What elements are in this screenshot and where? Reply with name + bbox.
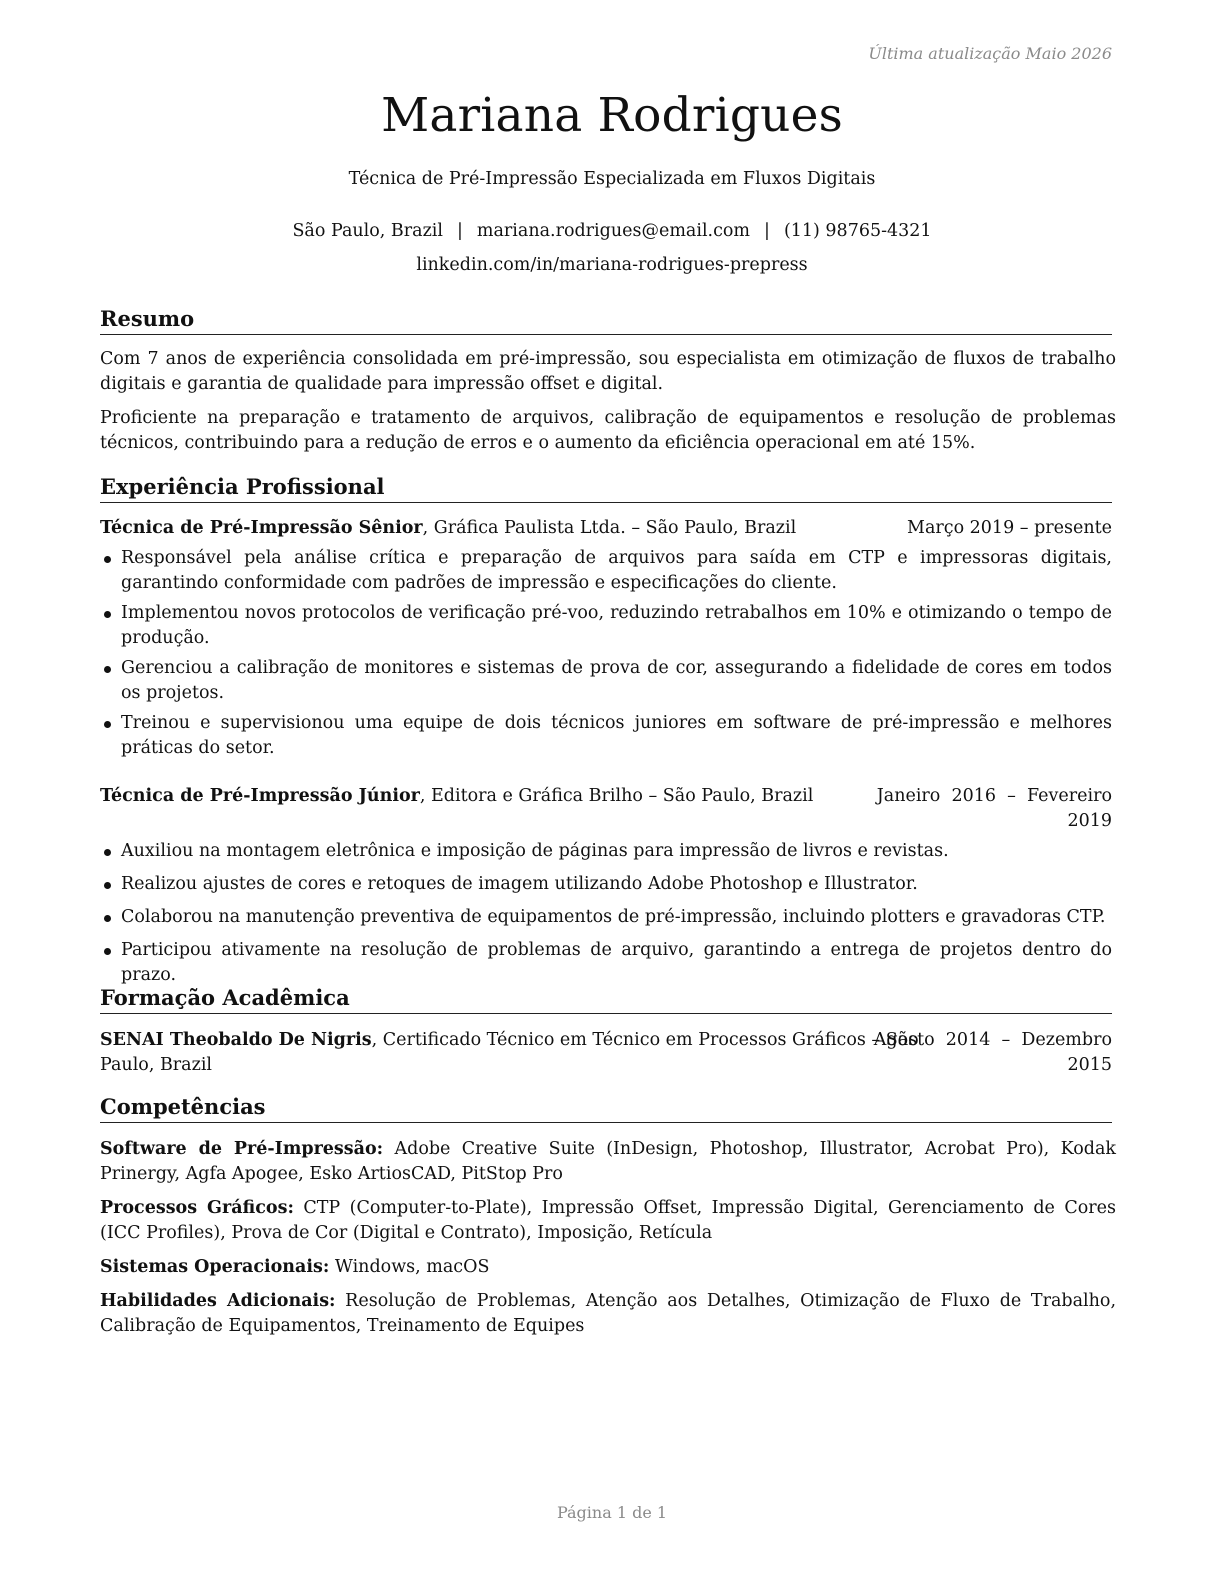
list-item: Participou ativamente na resolução de problemas de arquivo, garantindo a entrega de projetos dentro do prazo. [100,938,1112,988]
skill-row [100,1196,1116,1246]
skill-row [100,1255,1116,1280]
summary-paragraph: Com 7 anos de experiência consolidada em pré-impressão, sou especialista em otimização de fluxos de trabalho digitais e garantia de qualidade para impressão offset e digital. [100,349,1116,394]
job-role: Técnica de Pré-Impressão Júnior [100,786,420,806]
skill-row [100,1137,1116,1187]
list-item: Responsável pela análise crítica e preparação de arquivos para saída em CTP e impressoras digitais, garantindo conformidade com padrões de impressão e especificações do cliente. [100,546,1112,596]
linkedin-link[interactable]: linkedin.com/in/mariana-rodrigues-prepress [416,255,808,275]
page-number: Página 1 de 1 [556,1503,668,1522]
contact-separator: | [764,221,770,241]
education-location: Paulo, Brazil [100,1055,213,1075]
list-item: Implementou novos protocolos de verificação pré-voo, reduzindo retrabalhos em 10% e otimizando o tempo de produção. [100,601,1112,651]
skill-label: Software de Pré-Impressão: [100,1139,384,1159]
section-title-summary: Resumo [100,306,1112,335]
location: São Paulo, Brazil [292,221,443,241]
skill-value: Windows, macOS [329,1257,490,1277]
job-dates-end: 2019 [1067,811,1112,831]
skill-value: Adobe Creative Suite (InDesign, Photoshop, Illustrator, Acrobat Pro), Kodak Prinergy, Agfa Apogee, Esko ArtiosCAD, PitStop Pro [100,1139,1116,1184]
contact-line [0,221,1224,241]
job-header [100,516,1112,541]
section-title-skills: Competências [100,1094,1112,1123]
section-title-experience: Experiência Profissional [100,474,1112,503]
skill-label: Habilidades Adicionais: [100,1291,336,1311]
job-bullets [100,546,1112,766]
education-dates-end: 2015 [1067,1055,1112,1075]
last-updated: Última atualização Maio 2026 [868,44,1112,63]
education-dates-start: Agosto 2014 – Dezembro [873,1030,1112,1050]
job-dates [877,784,1112,834]
list-item: Gerenciou a calibração de monitores e sistemas de prova de cor, assegurando a fidelidade de cores em todos os projetos. [100,656,1112,706]
phone: (11) 98765-4321 [783,221,932,241]
job-role: Técnica de Pré-Impressão Sênior [100,518,423,538]
list-item: Colaborou na manutenção preventiva de equipamentos de pré-impressão, incluindo plotters e gravadoras CTP. [100,905,1112,930]
summary-paragraph: Proficiente na preparação e tratamento de arquivos, calibração de equipamentos e resolução de problemas técnicos, contribuindo para a redução de erros e o aumento da eficiência operacional em até 15%. [100,408,1116,453]
section-title-education: Formação Acadêmica [100,985,1112,1014]
job-bullets [100,839,1112,996]
list-item: Treinou e supervisionou uma equipe de dois técnicos juniores em software de pré-impressão e melhores práticas do setor. [100,711,1112,761]
skill-row [100,1289,1116,1339]
job-company: , Editora e Gráfica Brilho – São Paulo, Brazil [419,786,814,806]
skill-value: CTP (Computer-to-Plate), Impressão Offset, Impressão Digital, Gerenciamento de Cores (ICC Profiles), Prova de Cor (Digital e Contrato), Imposição, Retícula [100,1198,1116,1243]
contact-separator: | [456,221,463,241]
education-detail: , Certificado Técnico em Técnico em Processos Gráficos – São [371,1030,919,1050]
job-dates-start: Janeiro 2016 – Fevereiro [876,786,1112,806]
candidate-name: Mariana Rodrigues [381,88,843,143]
job-header [100,784,1112,831]
skill-label: Processos Gráficos: [100,1198,294,1218]
email-link[interactable]: mariana.rodrigues@email.com [476,221,751,241]
school-name: SENAI Theobaldo De Nigris [100,1030,372,1050]
skill-label: Sistemas Operacionais: [100,1257,330,1277]
list-item: Realizou ajustes de cores e retoques de imagem utilizando Adobe Photoshop e Illustrator. [100,872,1112,897]
education-entry [100,1028,1112,1078]
list-item: Auxiliou na montagem eletrônica e imposição de páginas para impressão de livros e revistas. [100,839,1112,864]
headline: Técnica de Pré-Impressão Especializada em Fluxos Digitais [348,169,876,189]
job-dates: Março 2019 – presente [907,518,1112,538]
skill-value: Resolução de Problemas, Atenção aos Detalhes, Otimização de Fluxo de Trabalho, Calibração de Equipamentos, Treinamento de Equipes [100,1291,1117,1336]
job-company: , Gráfica Paulista Ltda. – São Paulo, Brazil [422,518,797,538]
education-dates [874,1028,1112,1078]
